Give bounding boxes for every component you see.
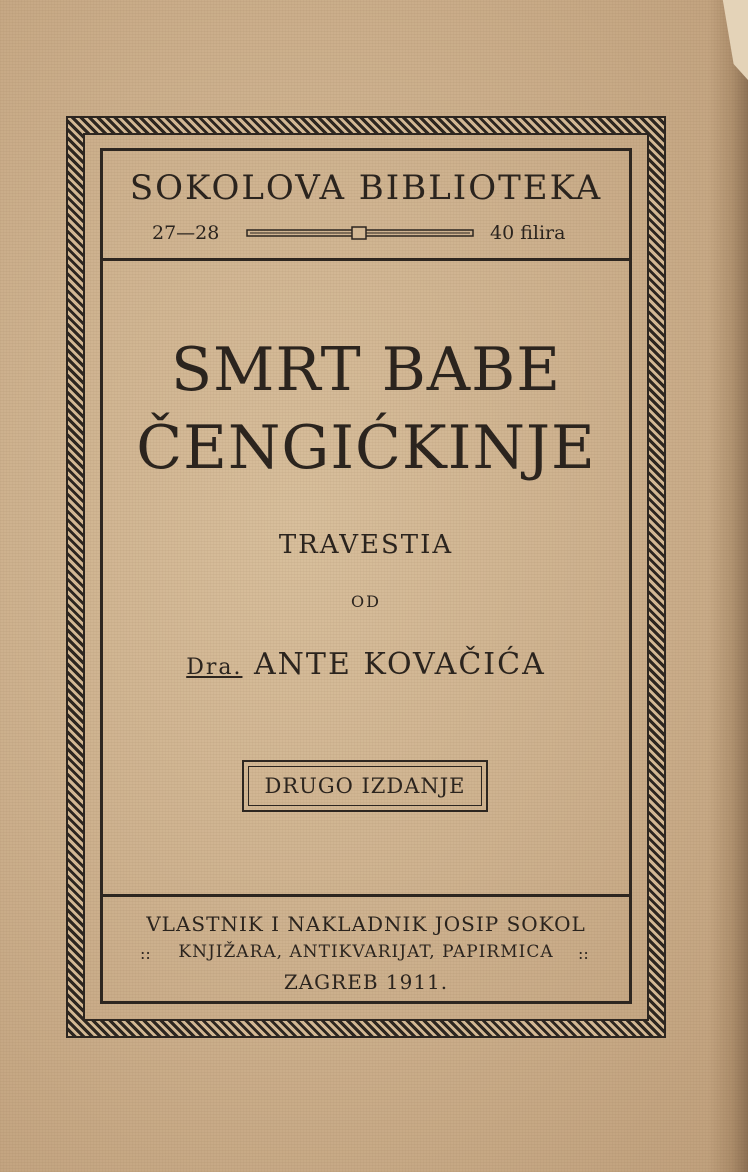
title-line-2: ČENGIĆKINJE xyxy=(136,413,596,483)
separator-left: :: xyxy=(140,944,151,963)
series-name: SOKOLOVA BIBLIOTEKA xyxy=(129,168,603,208)
author-line xyxy=(100,647,632,682)
publisher-line-3: ZAGREB 1911. xyxy=(283,970,449,994)
genre: TRAVESTIA xyxy=(278,530,454,560)
by-word: OD xyxy=(351,592,381,611)
author-prefix: Dra. xyxy=(186,655,243,680)
spine-shadow xyxy=(708,0,748,1172)
edition-box xyxy=(242,760,488,812)
title-line-1: SMRT BABE xyxy=(170,335,562,405)
publisher-line-2: KNJIŽARA, ANTIKVARIJAT, PAPIRMICA xyxy=(178,942,554,962)
ornament-rule-icon xyxy=(246,226,474,240)
edition-label: DRUGO IZDANJE xyxy=(264,774,466,798)
series-price: 40 filira xyxy=(490,222,566,244)
separator-right: :: xyxy=(578,944,589,963)
author-name: ANTE KOVAČIĆA xyxy=(254,647,546,682)
footer-rule xyxy=(100,894,632,897)
publisher-line-1: VLASTNIK I NAKLADNIK JOSIP SOKOL xyxy=(146,912,586,936)
header-rule xyxy=(100,258,632,261)
series-number: 27—28 xyxy=(152,222,220,244)
inner-frame xyxy=(100,148,632,1004)
